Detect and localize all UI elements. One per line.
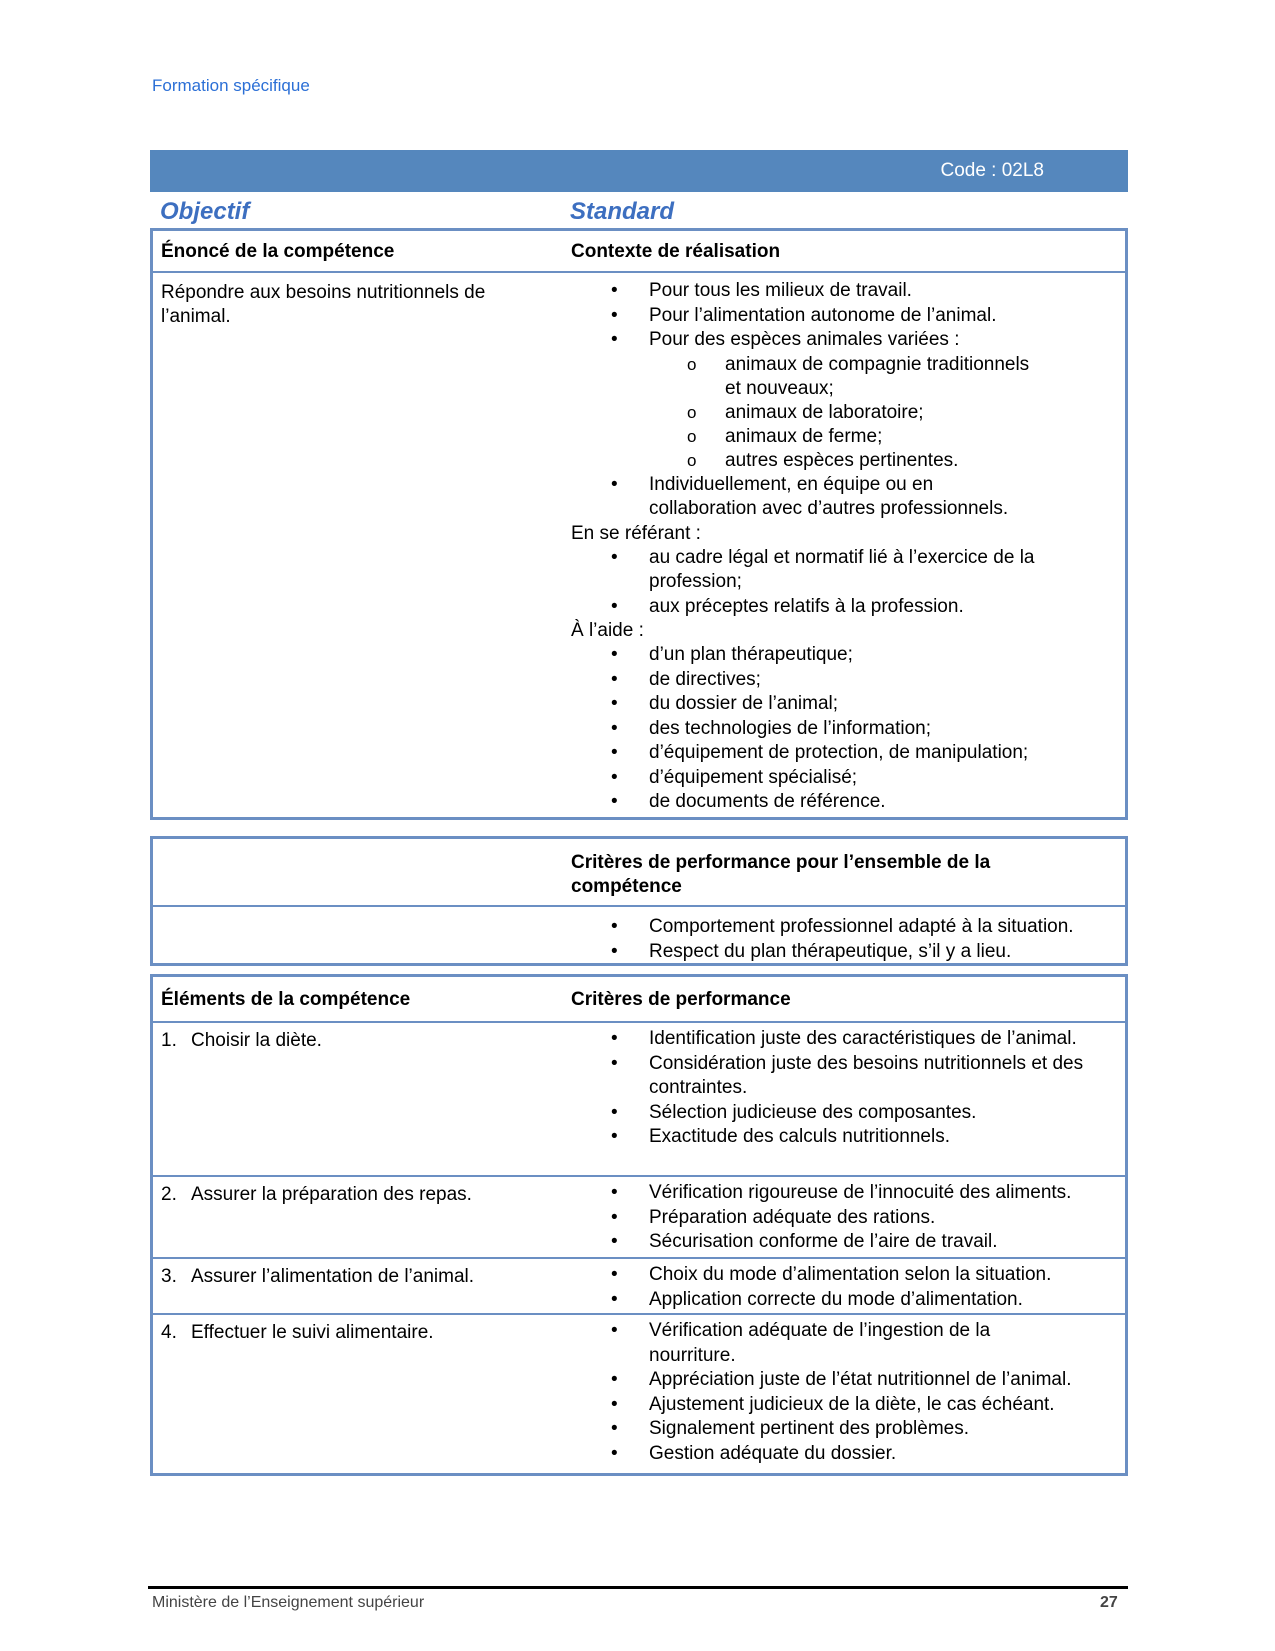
list-item: • Signalement pertinent des problèmes. xyxy=(611,1417,1121,1442)
list-item: • Application correcte du mode d’alimentation. xyxy=(611,1288,1121,1313)
list-item: • Sélection judicieuse des composantes. xyxy=(611,1101,1091,1126)
element-row-2 xyxy=(161,1183,472,1207)
list-item: • du dossier de l’animal; xyxy=(611,692,1041,717)
list-item: • d’équipement de protection, de manipulation; xyxy=(611,741,1041,766)
list-item: • Appréciation juste de l’état nutritionnel de l’animal. xyxy=(611,1368,1121,1393)
aide-label: À l’aide : xyxy=(571,620,644,641)
list-item: • Vérification rigoureuse de l’innocuité des aliments. xyxy=(611,1181,1121,1206)
enonce-line: l’animal. xyxy=(161,306,231,327)
sub-list-item: o animaux de ferme; xyxy=(687,425,1047,449)
code-label: Code : 02L8 xyxy=(940,160,1044,181)
footer-rule xyxy=(148,1586,1128,1589)
header-link[interactable]: Formation spécifique xyxy=(152,76,310,95)
element-text: Effectuer le suivi alimentaire. xyxy=(191,1322,434,1343)
standard-title: Standard xyxy=(570,198,675,225)
list-item: • Sécurisation conforme de l’aire de travail. xyxy=(611,1230,1121,1255)
list-item: • d’un plan thérapeutique; xyxy=(611,643,1041,668)
aide-bullets xyxy=(611,643,1041,815)
referant-label: En se référant : xyxy=(571,522,701,544)
footer-ministry: Ministère de l’Enseignement supérieur xyxy=(152,1594,425,1611)
contexte-heading: Contexte de réalisation xyxy=(571,241,781,262)
list-item: • Ajustement judicieux de la diète, le cas échéant. xyxy=(611,1393,1121,1418)
element-text: Assurer la préparation des repas. xyxy=(191,1184,472,1205)
list-item: • Respect du plan thérapeutique, s’il y a lieu. xyxy=(611,940,1121,965)
elements-heading: Éléments de la compétence xyxy=(161,989,411,1010)
element-text: Assurer l’alimentation de l’animal. xyxy=(191,1266,475,1287)
list-item: • aux préceptes relatifs à la profession. xyxy=(611,595,1041,620)
enonce-text xyxy=(161,281,541,329)
list-item: • de directives; xyxy=(611,668,1041,693)
element-row-3 xyxy=(161,1265,474,1289)
list-item: • d’équipement spécialisé; xyxy=(611,766,1041,791)
divider xyxy=(153,1175,1125,1177)
sub-list-item: o animaux de laboratoire; xyxy=(687,401,1047,425)
enonce-heading: Énoncé de la compétence xyxy=(161,241,395,262)
criteria-list-1 xyxy=(611,1027,1091,1150)
sub-list-item: o autres espèces pertinentes. xyxy=(687,449,1047,473)
divider xyxy=(153,271,1125,273)
contexte-bullets xyxy=(611,279,1041,353)
criteres-ensemble-box xyxy=(150,836,1128,966)
list-item: • des technologies de l’information; xyxy=(611,717,1041,742)
list-item: • au cadre légal et normatif lié à l’exercice de la profession; xyxy=(611,546,1041,595)
divider xyxy=(153,1257,1125,1259)
enonce-line: Répondre aux besoins nutritionnels de xyxy=(161,282,486,303)
divider xyxy=(153,905,1125,907)
element-text: Choisir la diète. xyxy=(191,1030,322,1051)
list-item: • Considération juste des besoins nutritionnels et des contraintes. xyxy=(611,1052,1091,1101)
element-number: 4. xyxy=(161,1322,177,1343)
element-number: 1. xyxy=(161,1030,177,1051)
list-item: • Vérification adéquate de l’ingestion de la nourriture. xyxy=(611,1319,1049,1368)
contexte-list xyxy=(571,279,1041,815)
sub-list-item: o animaux de compagnie traditionnels et nouveaux; xyxy=(687,353,1047,401)
criteres-heading: Critères de performance xyxy=(571,989,791,1010)
list-item: • Exactitude des calculs nutritionnels. xyxy=(611,1125,1091,1150)
criteria-list-3 xyxy=(611,1263,1121,1312)
list-item: • Identification juste des caractéristiques de l’animal. xyxy=(611,1027,1091,1052)
list-item: • Pour tous les milieux de travail. xyxy=(611,279,1041,304)
page-number: 27 xyxy=(1100,1594,1118,1611)
list-item: • Préparation adéquate des rations. xyxy=(611,1206,1121,1231)
list-item: • Comportement professionnel adapté à la situation. xyxy=(611,915,1121,940)
list-item: • Pour des espèces animales variées : xyxy=(611,328,1041,353)
element-number: 2. xyxy=(161,1184,177,1205)
criteres-ensemble-heading: Critères de performance pour l’ensemble de la compétence xyxy=(571,852,991,897)
referant-bullets xyxy=(611,546,1041,620)
elements-box xyxy=(150,974,1128,1476)
list-item: • Choix du mode d’alimentation selon la situation. xyxy=(611,1263,1121,1288)
list-item: • de documents de référence. xyxy=(611,790,1041,815)
divider xyxy=(153,1313,1125,1315)
list-item: • Individuellement, en équipe ou en collaboration avec d’autres professionnels. xyxy=(611,473,1041,522)
criteria-list-4 xyxy=(611,1319,1121,1466)
competence-box xyxy=(150,228,1128,820)
element-number: 3. xyxy=(161,1266,177,1287)
divider xyxy=(153,1021,1125,1023)
espece-sublist xyxy=(687,353,1047,473)
list-item: • Gestion adéquate du dossier. xyxy=(611,1442,1121,1467)
list-item: • Pour l’alimentation autonome de l’animal. xyxy=(611,304,1041,329)
criteria-list-2 xyxy=(611,1181,1121,1255)
element-row-4 xyxy=(161,1321,434,1345)
criteres-ensemble-bullets xyxy=(611,915,1121,964)
contexte-bullets-2 xyxy=(611,473,1041,522)
element-row-1 xyxy=(161,1029,322,1053)
code-bar xyxy=(150,150,1128,192)
objectif-title: Objectif xyxy=(160,198,250,225)
